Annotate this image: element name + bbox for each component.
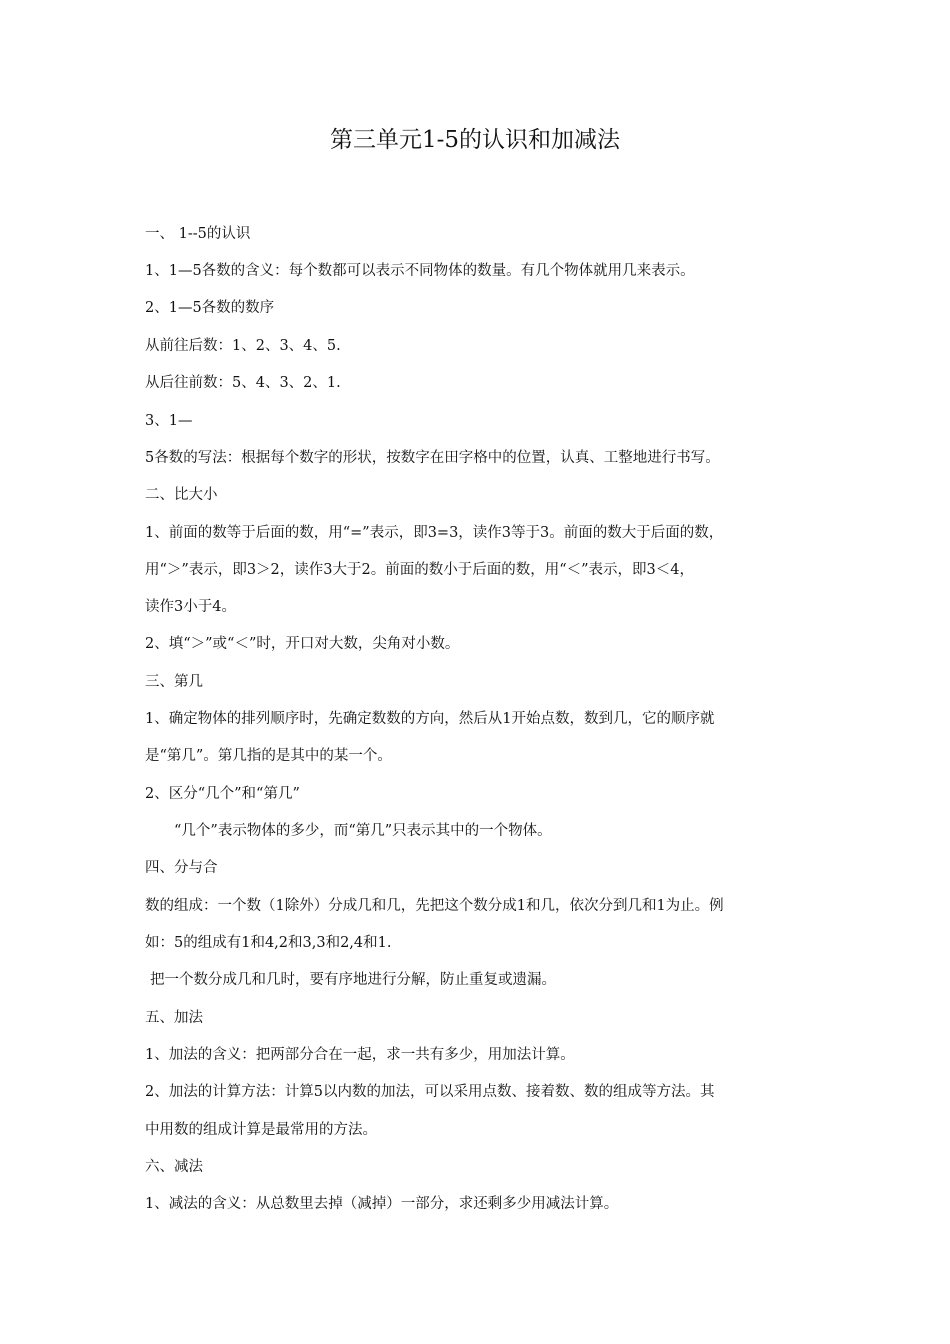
paragraph-line: 从前往后数：1、2、3、4、5. [145,338,341,354]
paragraph-line: 把一个数分成几和几时，要有序地进行分解，防止重复或遗漏。 [150,972,556,988]
paragraph-line: 从后往前数：5、4、3、2、1. [145,375,341,391]
paragraph-line: 读作3小于4。 [145,599,236,615]
section-heading: 六、减法 [145,1159,203,1175]
paragraph-line: 是“第几”。第几指的是其中的某一个。 [145,748,392,764]
paragraph-line: 2、区分“几个”和“第几” [145,786,300,802]
section-heading: 二、比大小 [145,487,218,503]
paragraph-line: 1、确定物体的排列顺序时，先确定数数的方向，然后从1开始点数，数到几，它的顺序就 [145,711,715,727]
paragraph-line: 1、1—5各数的含义：每个数都可以表示不同物体的数量。有几个物体就用几来表示。 [145,263,695,279]
paragraph-line: 5各数的写法：根据每个数字的形状，按数字在田字格中的位置，认真、工整地进行书写。 [145,450,720,466]
paragraph-line: 中用数的组成计算是最常用的方法。 [145,1122,377,1138]
section-heading: 三、第几 [145,674,203,690]
paragraph-line: 2、填“＞”或“＜”时，开口对大数，尖角对小数。 [145,636,460,652]
section-heading: 一、 1--5的认识 [145,226,251,242]
paragraph-line: 2、1—5各数的数序 [145,300,275,316]
paragraph-line: 用“＞”表示，即3＞2，读作3大于2。前面的数小于后面的数，用“＜”表示，即3＜4， [145,562,695,578]
paragraph-line: 3、1— [145,413,193,429]
paragraph-line: “几个”表示物体的多少，而“第几”只表示其中的一个物体。 [174,823,552,839]
paragraph-line: 1、加法的含义：把两部分合在一起，求一共有多少，用加法计算。 [145,1047,575,1063]
paragraph-line: 1、前面的数等于后面的数，用“=”表示，即3=3，读作3等于3。前面的数大于后面的数， [145,525,724,541]
section-heading: 四、分与合 [145,860,218,876]
section-heading: 五、加法 [145,1010,203,1026]
paragraph-line: 2、加法的计算方法：计算5以内数的加法，可以采用点数、接着数、数的组成等方法。其 [145,1084,715,1100]
page-title: 第三单元1-5的认识和加减法 [329,127,621,153]
paragraph-line: 1、减法的含义：从总数里去掉（减掉）一部分，求还剩多少用减法计算。 [145,1196,619,1212]
paragraph-line: 数的组成：一个数（1除外）分成几和几，先把这个数分成1和几，依次分到几和1为止。例 [145,898,724,914]
paragraph-line: 如：5的组成有1和4,2和3,3和2,4和1. [145,935,392,951]
